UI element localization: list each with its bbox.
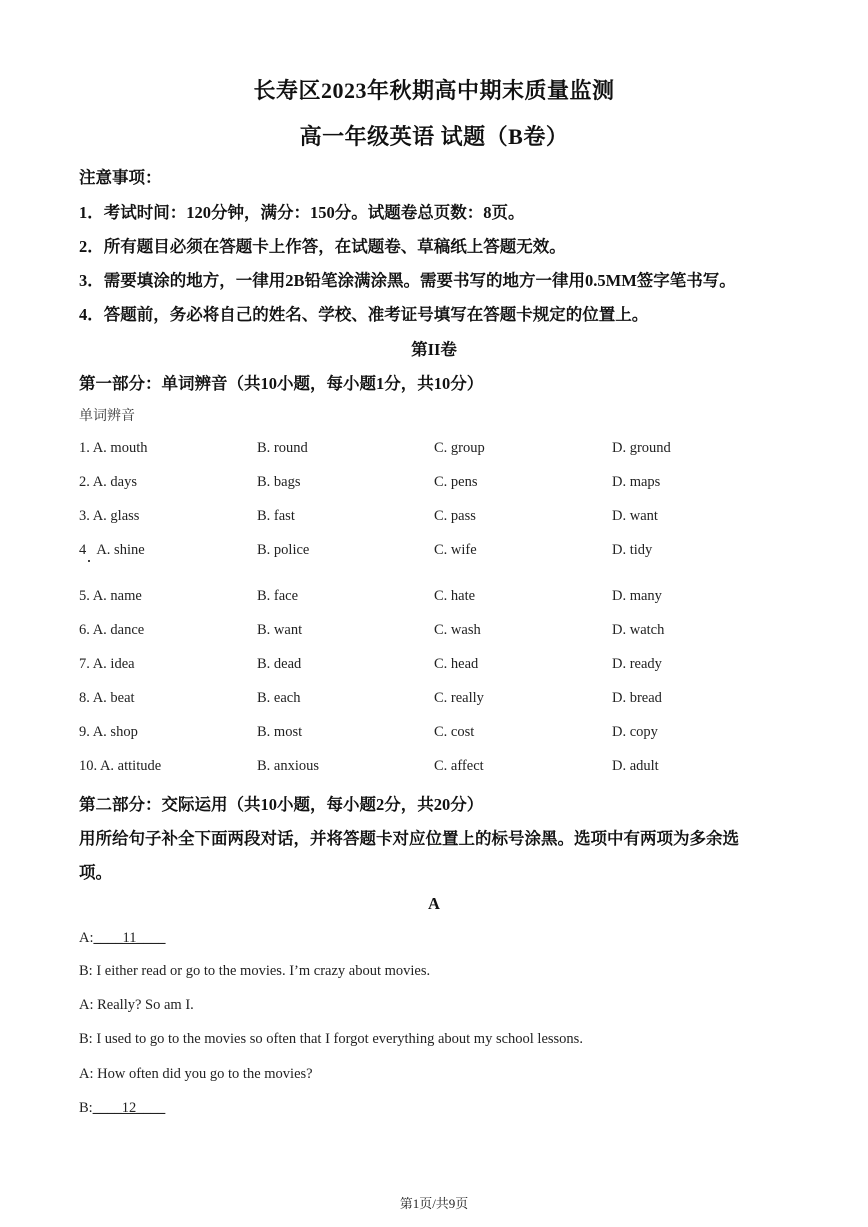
exam-subtitle: 高一年级英语 试题（B卷）: [299, 124, 569, 149]
option-a: 4 A. shine: [79, 542, 145, 558]
option-a: 9. A. shop: [79, 724, 138, 740]
option-a: 6. A. dance: [79, 622, 145, 638]
part2-instruction: 用所给句子补全下面两段对话，并将答题卡对应位置上的标号涂黑。选项中有两项为多余选: [79, 829, 739, 848]
speaker-label: B:: [79, 1100, 93, 1116]
option-c: C. really: [434, 690, 484, 706]
answer-blank: ____12____: [92, 1100, 166, 1116]
volume-label: 第II卷: [411, 340, 457, 359]
option-c: C. group: [434, 440, 485, 456]
part1-subheading: 单词辨音: [79, 409, 135, 424]
option-b: B. round: [257, 440, 308, 456]
option-b: B. bags: [257, 474, 301, 490]
option-a: 10. A. attitude: [79, 758, 162, 774]
option-a: 5. A. name: [79, 588, 142, 604]
option-d: D. want: [612, 508, 658, 524]
dialog-line: [79, 1100, 165, 1117]
option-b: B. police: [257, 542, 310, 558]
option-c: C. head: [434, 656, 479, 672]
dialog-line: B: I used to go to the movies so often that I forgot everything about my school lessons.: [79, 1031, 583, 1047]
dialog-line: B: I either read or go to the movies. I’m crazy about movies.: [79, 963, 431, 979]
option-b: B. each: [257, 690, 301, 706]
option-d: D. adult: [612, 758, 659, 774]
speaker-label: A:: [79, 930, 94, 946]
option-d: D. copy: [612, 724, 658, 740]
dialog-line: A: How often did you go to the movies?: [79, 1066, 313, 1082]
stray-mark: [88, 560, 90, 562]
exam-title: 长寿区2023年秋期高中期末质量监测: [253, 78, 615, 103]
option-a: 1. A. mouth: [79, 440, 148, 456]
option-a: 3. A. glass: [79, 508, 140, 524]
page-number: 第1页/共9页: [399, 1196, 469, 1211]
notice-item-2: 2．所有题目必须在答题卡上作答，在试题卷、草稿纸上答题无效。: [79, 237, 566, 256]
option-a: 8. A. beat: [79, 690, 135, 706]
option-a: 2. A. days: [79, 474, 137, 490]
option-c: C. wash: [434, 622, 481, 638]
option-c: C. wife: [434, 542, 477, 558]
notice-item-1: 1．考试时间：120分钟，满分：150分。试题卷总页数：8页。: [79, 203, 525, 222]
section-label: A: [428, 894, 440, 913]
option-c: C. affect: [434, 758, 484, 774]
dialog-line: A: Really? So am I.: [79, 997, 194, 1013]
option-d: D. watch: [612, 622, 665, 638]
option-d: D. maps: [612, 474, 661, 490]
option-d: D. many: [612, 588, 662, 604]
option-d: D. ready: [612, 656, 662, 672]
part1-heading: 第一部分：单词辨音（共10小题，每小题1分，共10分）: [79, 374, 484, 393]
option-b: B. anxious: [257, 758, 320, 774]
part2-heading: 第二部分：交际运用（共10小题，每小题2分，共20分）: [79, 795, 484, 814]
option-a: 7. A. idea: [79, 656, 135, 672]
option-d: D. bread: [612, 690, 662, 706]
option-d: D. tidy: [612, 542, 653, 558]
answer-blank: ____11____: [93, 930, 166, 946]
option-b: B. face: [257, 588, 299, 604]
notice-item-3: 3．需要填涂的地方，一律用2B铅笔涂满涂黑。需要书写的地方一律用0.5MM签字笔书写。: [79, 271, 736, 290]
option-c: C. pass: [434, 508, 476, 524]
option-c: C. cost: [434, 724, 475, 740]
notice-item-4: 4．答题前，务必将自己的姓名、学校、准考证号填写在答题卡规定的位置上。: [79, 305, 649, 324]
part2-instruction-cont: 项。: [79, 863, 112, 882]
option-b: B. dead: [257, 656, 302, 672]
option-b: B. want: [257, 622, 303, 638]
option-b: B. most: [257, 724, 303, 740]
option-d: D. ground: [612, 440, 671, 456]
dialog-line: [79, 930, 165, 947]
option-c: C. pens: [434, 474, 478, 490]
option-c: C. hate: [434, 588, 476, 604]
option-b: B. fast: [257, 508, 295, 524]
notice-heading: 注意事项：: [79, 168, 162, 187]
